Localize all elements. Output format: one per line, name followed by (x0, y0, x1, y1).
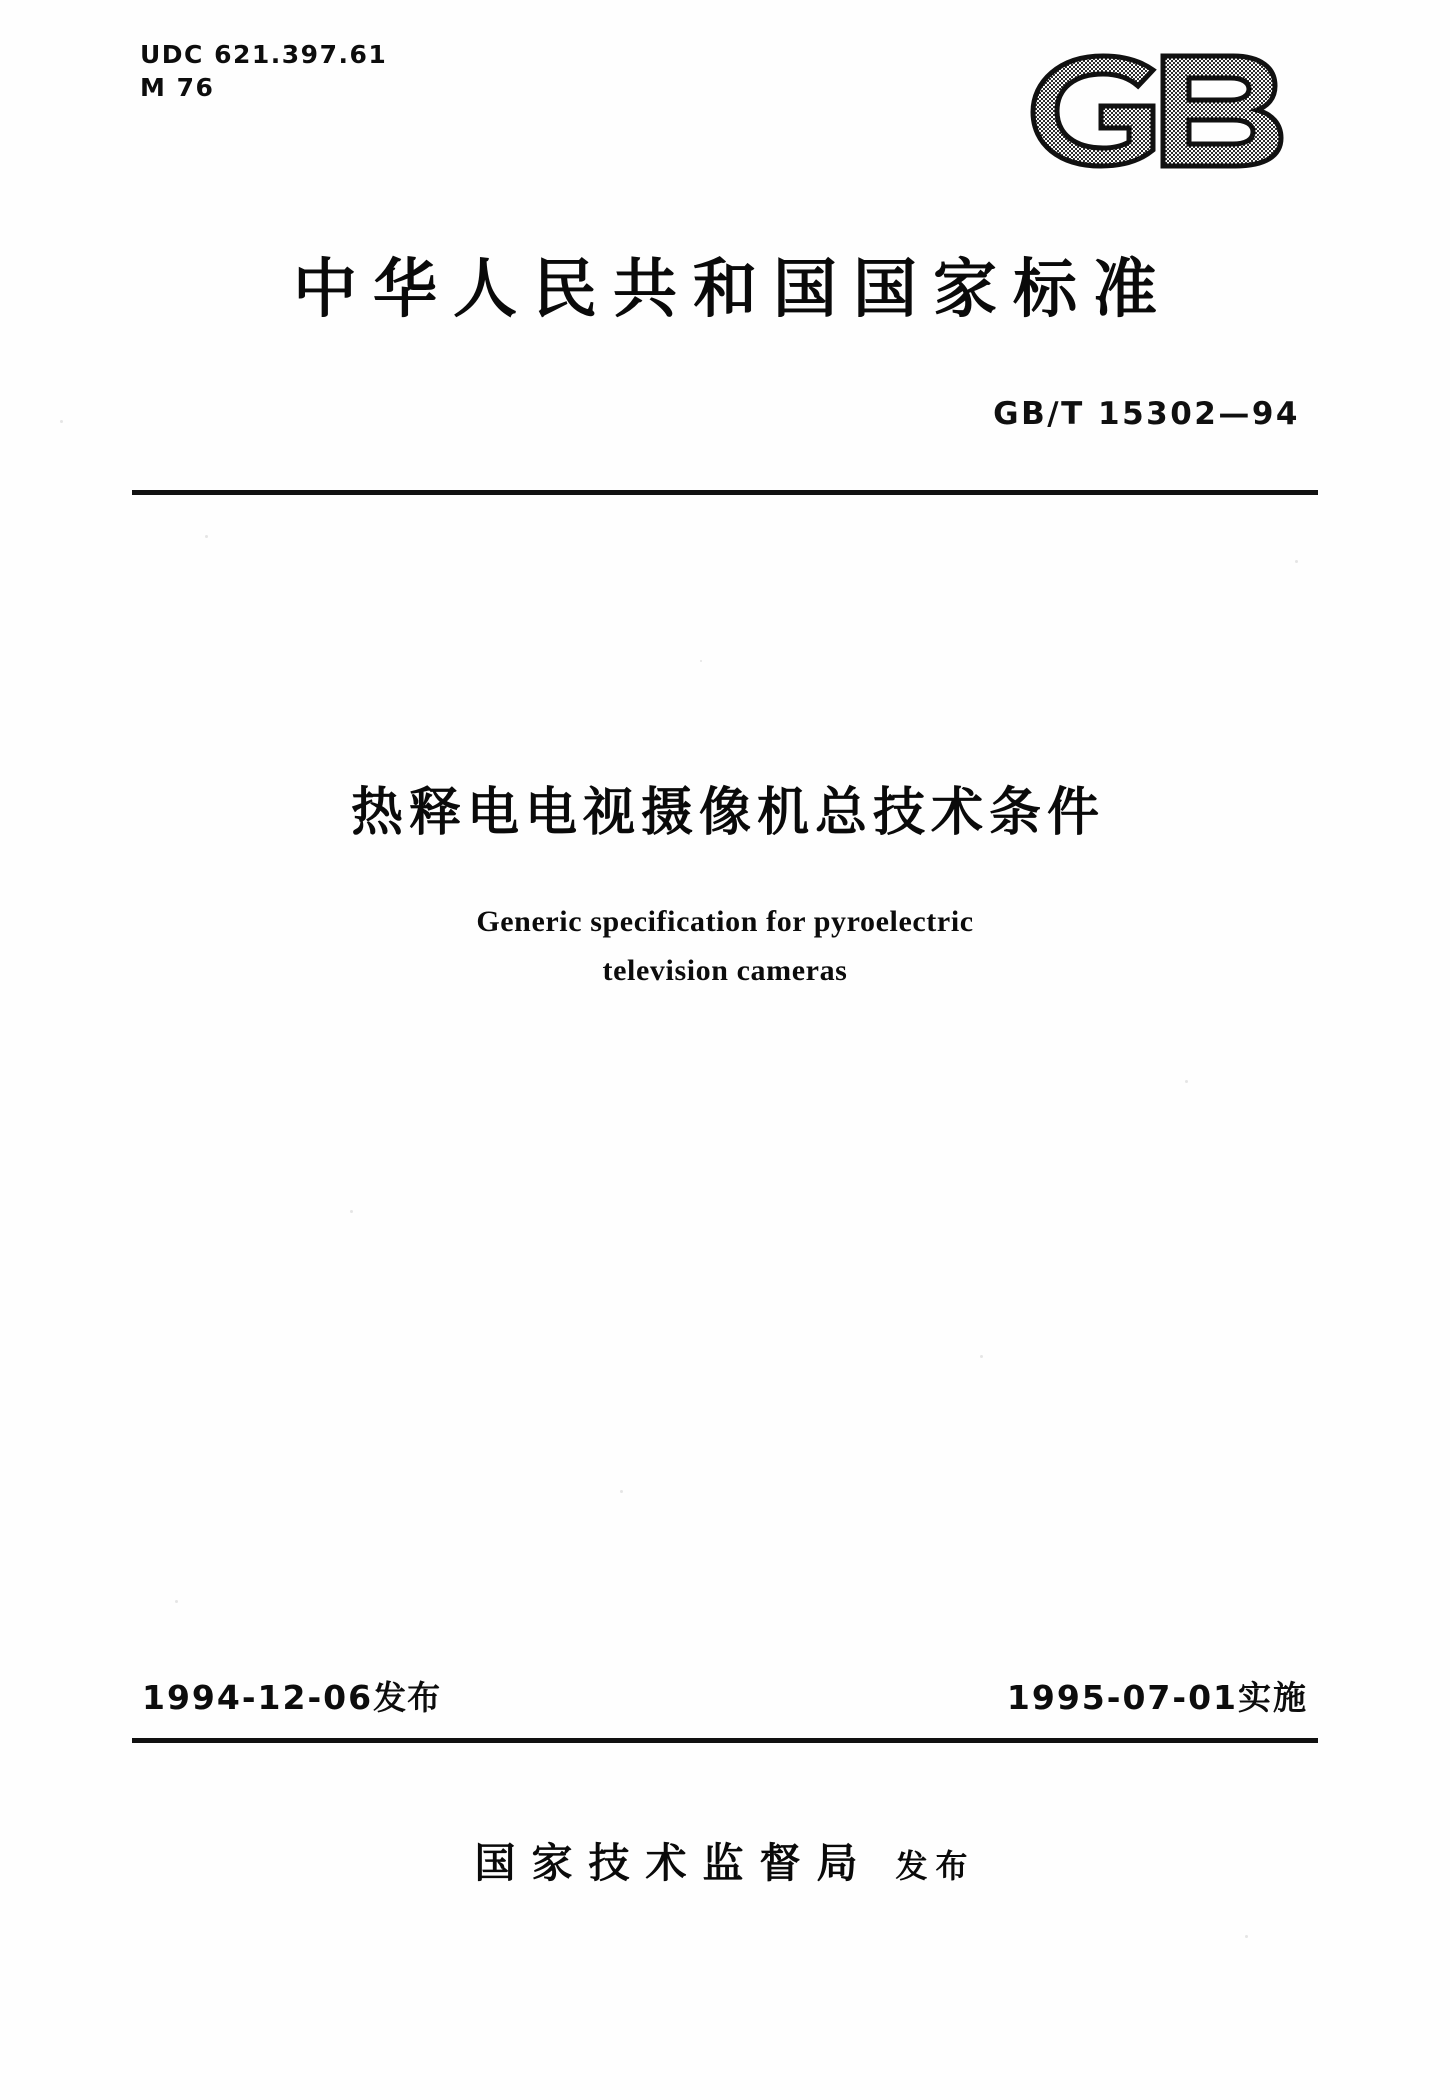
paper-speck (700, 660, 702, 662)
paper-speck (175, 1600, 178, 1603)
english-title-line-2: television cameras (602, 953, 848, 987)
english-title-line-1: Generic specification for pyroelectric (476, 905, 974, 938)
udc-line: UDC 621.397.61 (140, 40, 388, 69)
footer-divider (132, 1738, 1318, 1743)
paper-speck (1295, 560, 1298, 563)
issue-date (142, 1672, 441, 1719)
publisher-action: 发布 (895, 1847, 976, 1885)
classification-line: M 76 (140, 73, 215, 102)
document-title-chinese: 热释电电视摄像机总技术条件 (350, 783, 1105, 843)
paper-speck (1245, 1935, 1248, 1938)
effective-date (1007, 1672, 1308, 1719)
paper-speck (205, 535, 208, 538)
national-standard-heading: 中华人民共和国国家标准 (293, 253, 1173, 327)
paper-speck (1185, 1080, 1188, 1083)
standard-number: GB/T 15302—94 (993, 396, 1300, 432)
effective-date-value: 1995-07-01 (1006, 1678, 1238, 1717)
udc-classification-block (140, 38, 387, 104)
publisher-organization: 国家技术监督局 (474, 1839, 874, 1887)
paper-speck (980, 1355, 983, 1358)
document-title-english (0, 898, 1450, 995)
issue-date-value: 1994-12-06 (142, 1678, 374, 1717)
publisher-line (0, 1830, 1450, 1889)
header-divider (132, 490, 1318, 495)
effective-date-label: 实施 (1238, 1678, 1308, 1717)
paper-speck (350, 1210, 353, 1213)
paper-speck (620, 1490, 623, 1493)
issue-date-label: 发布 (373, 1678, 442, 1717)
paper-speck (60, 420, 63, 423)
gb-emblem-icon (1025, 50, 1295, 170)
